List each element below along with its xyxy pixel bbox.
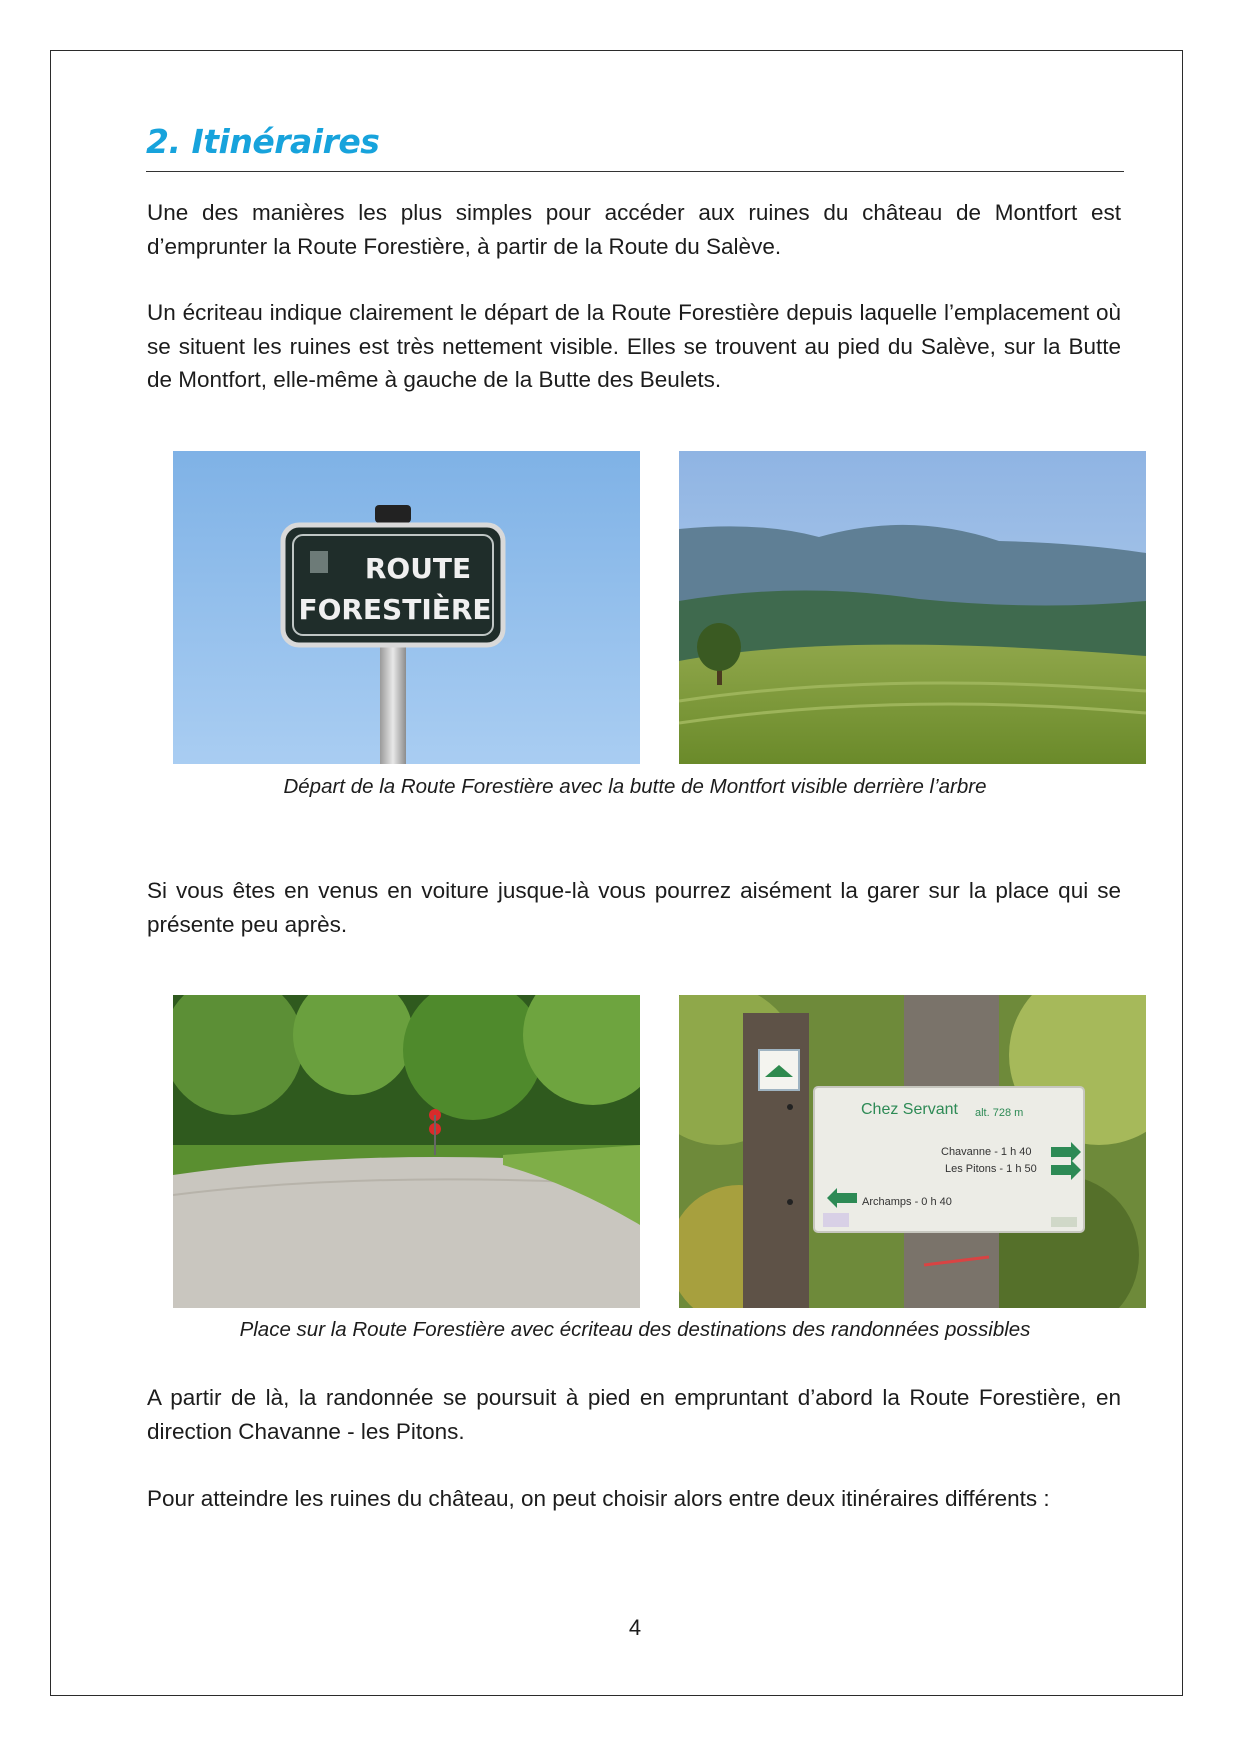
page-number: 4 xyxy=(628,1615,642,1640)
section-heading: 2. Itinéraires xyxy=(146,122,380,161)
photo-trail-sign xyxy=(679,995,1146,1308)
caption-row1: Départ de la Route Forestière avec la butte de Montfort visible derrière l’arbre xyxy=(283,775,987,798)
trail-sign-dest1: Chavanne - 1 h 40 xyxy=(941,1146,1032,1158)
paragraph-parking: Si vous êtes en venus en voiture jusque-là vous pourrez aisément la garer sur la place qui se présente peu après. xyxy=(147,878,1121,937)
caption-row2: Place sur la Route Forestière avec écriteau des destinations des randonnées possibles xyxy=(239,1318,1031,1341)
trail-sign-dest2: Les Pitons - 1 h 50 xyxy=(945,1163,1037,1175)
paragraph-hike: A partir de là, la randonnée se poursuit à pied en empruntant d’abord la Route Forestière, en direction Chavanne - les Pitons. xyxy=(147,1385,1121,1444)
paragraph-sign: Un écriteau indique clairement le départ de la Route Forestière depuis laquelle l’emplacement où se situent les ruines est très nettement visible. Elles se trouvent au pied du Salève, sur la Butte de Montfort, elle-même à gauche de la Butte des Beulets. xyxy=(147,300,1121,392)
paragraph-access: Une des manières les plus simples pour accéder aux ruines du château de Montfort est d’emprunter la Route Forestière, à partir de la Route du Salève. xyxy=(147,200,1121,259)
sign-line2: FORESTIÈRE xyxy=(298,593,492,626)
trail-sign-place: Chez Servant xyxy=(861,1101,958,1118)
heading-underline xyxy=(146,171,1124,172)
photo-butte-landscape xyxy=(679,451,1146,764)
sign-line1: ROUTE xyxy=(364,552,472,585)
paragraph-itineraries: Pour atteindre les ruines du château, on peut choisir alors entre deux itinéraires différents : xyxy=(147,1486,1050,1511)
trail-sign-dest3: Archamps - 0 h 40 xyxy=(862,1196,952,1208)
photo-parking-place xyxy=(173,995,640,1308)
photo-route-sign xyxy=(173,451,640,764)
trail-sign-altitude: alt. 728 m xyxy=(975,1107,1024,1119)
